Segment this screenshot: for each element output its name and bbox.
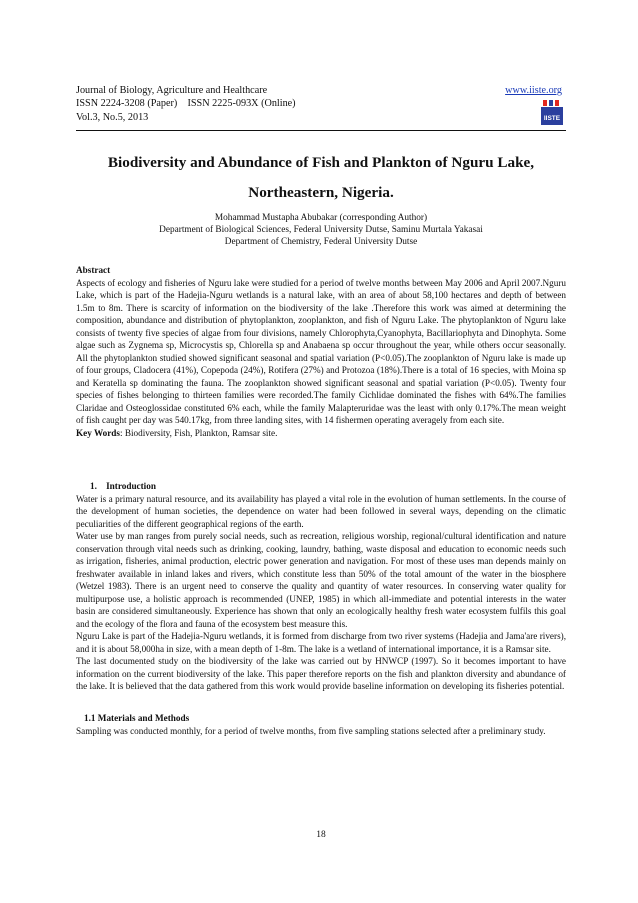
keywords-label: Key Words [76, 427, 120, 438]
methods-section [76, 712, 566, 737]
keywords [76, 427, 566, 440]
intro-paragraph-4: The last documented study on the biodiversity of the lake was carried out by HNWCP (1997). So it becomes important to have information on the current biodiversity of the lake. This paper therefore reports on the fish and plankton diversity and abundance of the lake. It is believed that the data gathered from this work would provide baseline information on developing its fisheries potential. [76, 656, 566, 691]
issn-line: ISSN 2224-3208 (Paper) ISSN 2225-093X (Online) [76, 98, 296, 110]
author-affiliation-1: Department of Biological Sciences, Federal University Dutse, Saminu Murtala Yakasai [159, 225, 483, 236]
intro-paragraph-2: Water use by man ranges from purely social needs, such as recreation, religious worship, regional/cultural identification and nature conservation through vital needs such as drinking, cooking, laundry, bathing, waste disposal and education to economic needs such as irrigation, fisheries, animal production, electric power generation and navigation. For most of these uses man depends mainly on freshwater available in inland lakes and rivers, which constitute less than 50% of the total amount of the water in the biosphere (Wetzel 1983). There is an urgent need to conserve the quality and quantity of water resources. In conserving water quality for multipurpose use, a holistic approach is recommended (UNEP, 1985) in which all-immediate and potential interests in the water basin are considered simultaneously. Experience has shown that only an ecologically healthy fresh water ecosystem fulfils this goal and the ecology of the flora and fauna of the ecosystem best measure this. [76, 531, 566, 629]
journal-name: Journal of Biology, Agriculture and Healthcare [76, 85, 268, 96]
methods-paragraph-1: Sampling was conducted monthly, for a period of twelve months, from five sampling stations selected after a preliminary study. [76, 725, 546, 736]
abstract-section [76, 264, 566, 439]
logo-text: IISTE [543, 115, 561, 122]
title-line-2: Northeastern, Nigeria. [248, 184, 394, 201]
header-divider [76, 130, 566, 131]
author-block [76, 212, 566, 249]
volume-line: Vol.3, No.5, 2013 [76, 111, 149, 123]
introduction-section [76, 480, 566, 693]
abstract-body: Aspects of ecology and fisheries of Nguru lake were studied for a period of twelve months between May 2006 and April 2007.Nguru Lake, which is part of the Hadejia-Nguru wetlands is a natural lake, with an area of about 58,100 hectares and depth of between 1.5m to 8m. There is scarcity of information on the biodiversity of the lake .Therefore this work was aimed at determining the composition, abundance and distribution of phytoplankton, zooplankton, and fish of Nguru Lake. The phytoplankton of Nguru lake consists of twenty five species of algae from four divisions, namely Chlorophyta,Cyanophyta, Bacillariophyta and Dinophyta. Some algae such as Zygnema sp, Microcystis sp, Chlorella sp and Anabaena sp occur throughout the year, while others occur seasonally. All the phytoplankton studied showed significant seasonal and spatial variation (P<0.05).The zooplankton of Nguru lake is made up of four groups, Cladocera (41%), Copepoda (24%), Rotifera (27%) and Protozoa (18%).There is a total of 16 species, with Moina sp and Keratella sp dominating the fauna. The zooplankton showed significant seasonal and spatial variation (P<0.05). Twenty four species of fishes belonging to thirteen families were recorded.The family Cichlidae dominated the fishes with 64%.The families Claridae and Osteoglossidae constituted 6% each, while the family Malapteruridae was the least with only 0.17%.The mean weight of fish caught per day was 540.17kg, from three landing sites, with 14 fishermen operating averagely from each site. [76, 277, 566, 425]
iiste-logo [540, 99, 564, 127]
introduction-heading: 1. Introduction [90, 481, 156, 491]
abstract-heading: Abstract [76, 265, 111, 275]
page-number: 18 [316, 830, 326, 840]
intro-paragraph-1: Water is a primary natural resource, and its availability has played a vital role in the evolution of human settlements. In the course of the development of human societies, the dependence on water had been followed in several ways, depending on the climatic peculiarities of the different geographical regions of the earth. [76, 493, 566, 529]
title-line-1: Biodiversity and Abundance of Fish and Plankton of Nguru Lake, [107, 154, 535, 171]
author-name: Mohammad Mustapha Abubakar (corresponding Author) [214, 213, 428, 223]
journal-url-link[interactable]: www.iiste.org [505, 85, 562, 96]
methods-heading: 1.1 Materials and Methods [84, 713, 190, 723]
paper-page [76, 0, 566, 903]
keywords-list: : Biodiversity, Fish, Plankton, Ramsar site. [120, 427, 278, 438]
paper-title [76, 148, 566, 208]
author-affiliation-2: Department of Chemistry, Federal University Dutse [224, 237, 418, 248]
intro-paragraph-3: Nguru Lake is part of the Hadejia-Nguru wetlands, it is formed from discharge from two river systems (Hadejia and Jama'are rivers), and it is about 58,000ha in size, with a mean depth of 1-8m. The lake is a wetland of international importance, it is a Ramsar site. [76, 631, 566, 654]
journal-header [76, 84, 566, 124]
